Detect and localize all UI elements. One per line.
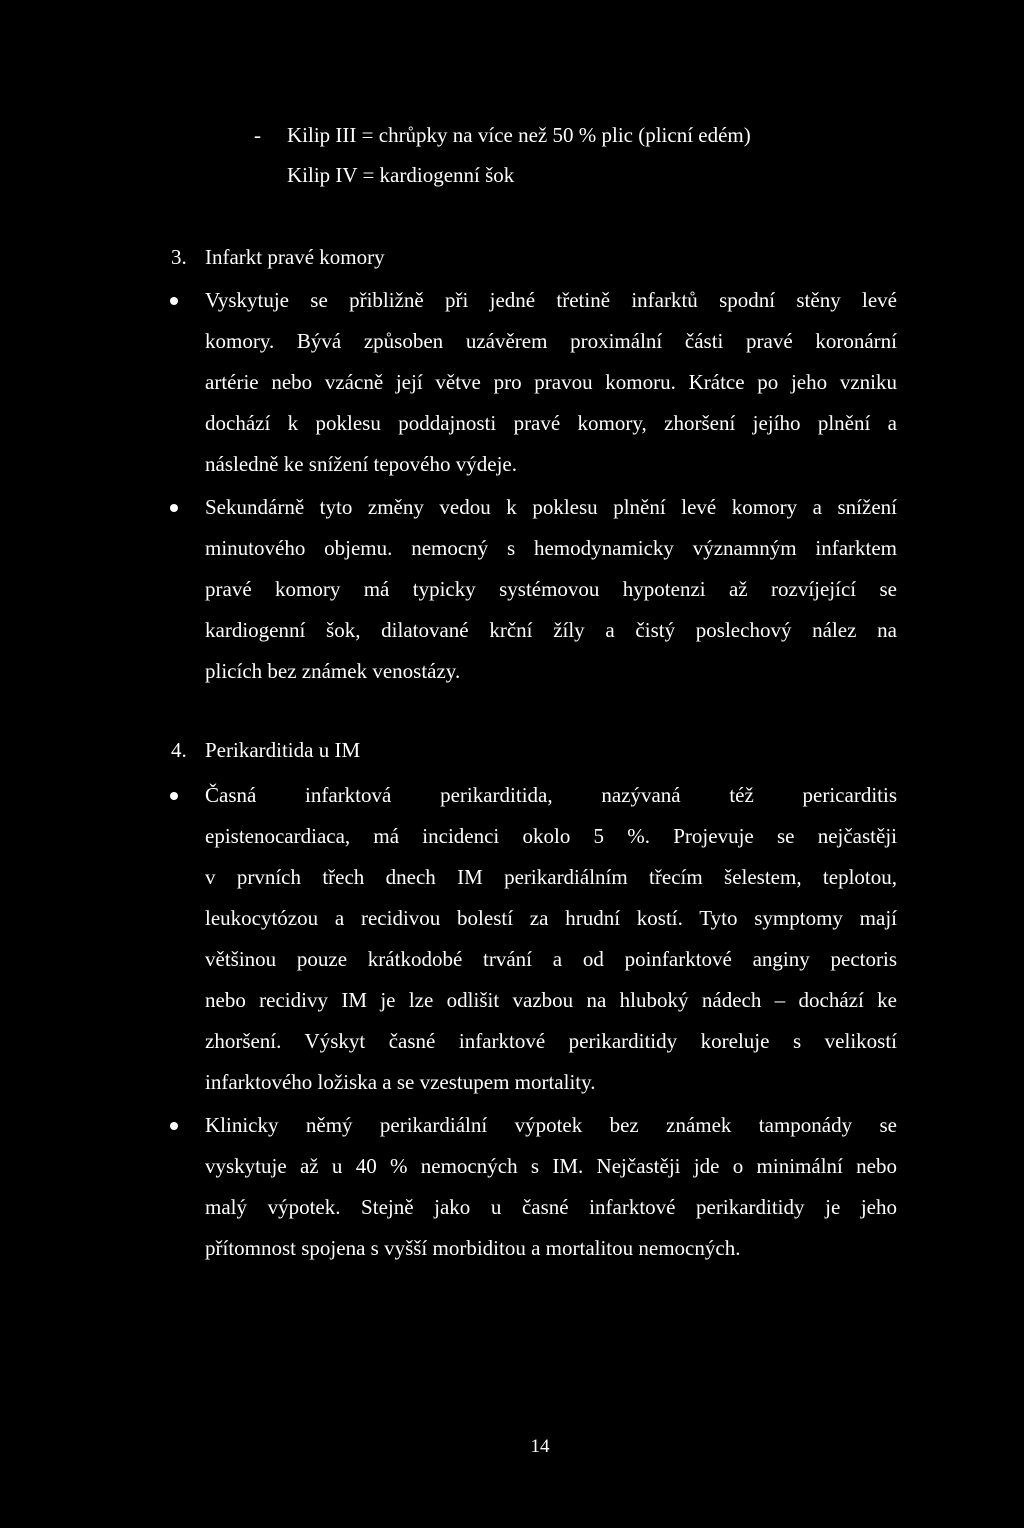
s4-b2-line-3: malý výpotek. Stejně jako u časné infarktové perikarditidy je jeho — [205, 1195, 897, 1219]
s4-b1-line-5: většinou pouze krátkodobé trvání a od poinfarktové anginy pectoris — [205, 947, 897, 971]
bullet-icon — [170, 792, 178, 800]
bullet-icon — [170, 504, 178, 512]
s3-b2-line-5: plicích bez známek venostázy. — [205, 659, 461, 683]
s4-b2-line-2: vyskytuje až u 40 % nemocných s IM. Nejčastěji jde o minimální nebo — [205, 1154, 897, 1178]
s4-b1-line-1: Časná infarktová perikarditida, nazývaná též pericarditis — [205, 783, 897, 807]
section-4-number: 4. — [171, 738, 187, 762]
s4-b1-line-7: zhoršení. Výskyt časné infarktové perikarditidy koreluje s velikostí — [205, 1029, 897, 1053]
s3-b2-line-1: Sekundárně tyto změny vedou k poklesu plnění levé komory a snížení — [205, 495, 897, 519]
s3-b1-line-1: Vyskytuje se přibližně při jedné třetině infarktů spodní stěny levé — [205, 288, 897, 312]
s4-b1-line-6: nebo recidivy IM je lze odlišit vazbou na hluboký nádech – dochází ke — [205, 988, 897, 1012]
page-number: 14 — [530, 1436, 550, 1457]
s4-b2-line-4: přítomnost spojena s vyšší morbiditou a mortalitou nemocných. — [205, 1236, 741, 1260]
section-3-number: 3. — [171, 245, 187, 269]
s3-b1-line-2: komory. Bývá způsoben uzávěrem proximální části pravé koronární — [205, 329, 897, 353]
bullet-icon — [170, 297, 178, 305]
s4-b1-line-2: epistenocardiaca, má incidenci okolo 5 %. Projevuje se nejčastěji — [205, 824, 897, 848]
section-4-title: Perikarditida u IM — [205, 738, 361, 762]
bullet-icon — [170, 1122, 178, 1130]
s3-b1-line-3: artérie nebo vzácně její větve pro pravou komoru. Krátce po jeho vzniku — [205, 370, 897, 394]
s4-b2-line-1: Klinicky němý perikardiální výpotek bez známek tamponády se — [205, 1113, 897, 1137]
s4-b1-line-4: leukocytózou a recidivou bolestí za hrudní kostí. Tyto symptomy mají — [205, 906, 897, 930]
s3-b2-line-4: kardiogenní šok, dilatované krční žíly a čistý poslechový nález na — [205, 618, 897, 642]
section-3-title: Infarkt pravé komory — [205, 245, 385, 269]
s3-b1-line-5: následně ke snížení tepového výdeje. — [205, 452, 517, 476]
kilip-line-1: Kilip III = chrůpky na více než 50 % plic (plicní edém) — [287, 123, 751, 147]
s4-b1-line-8: infarktového ložiska a se vzestupem mortality. — [205, 1070, 596, 1094]
s3-b2-line-3: pravé komory má typicky systémovou hypotenzi až rozvíjející se — [205, 577, 897, 601]
kilip-line-2: Kilip IV = kardiogenní šok — [287, 163, 515, 187]
s3-b2-line-2: minutového objemu. nemocný s hemodynamicky významným infarktem — [205, 536, 897, 560]
dash-marker: - — [254, 123, 261, 147]
s3-b1-line-4: dochází k poklesu poddajnosti pravé komory, zhoršení jejího plnění a — [205, 411, 897, 435]
s4-b1-line-3: v prvních třech dnech IM perikardiálním třecím šelestem, teplotou, — [205, 865, 897, 889]
